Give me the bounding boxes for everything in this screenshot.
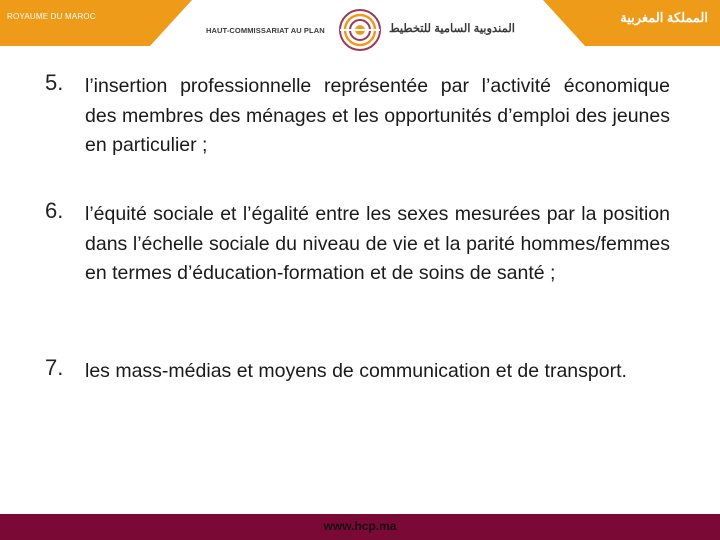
- list-item-number: 7.: [45, 355, 64, 380]
- header-band-left: [0, 0, 150, 46]
- list-item-number: 6.: [45, 198, 64, 223]
- hcp-logo-icon: [338, 8, 382, 52]
- list-item-text: les mass-médias et moyens de communication et de transport.: [85, 360, 627, 382]
- kingdom-label-ar: المملكة المغربية: [620, 10, 708, 25]
- hcp-label-ar: المندوبية السامية للتخطيط: [389, 23, 515, 35]
- list-item-number: 5.: [45, 70, 64, 95]
- slide-footer: [0, 514, 720, 540]
- slide-header: [0, 0, 720, 64]
- list-item-text: l’équité sociale et l’égalité entre les sexes mesurées par la position dans l’échelle sociale du niveau de vie et la parité hommes/femmes en termes d’éducation-formation et de soins de santé ;: [85, 203, 670, 284]
- footer-url-link[interactable]: www.hcp.ma: [323, 519, 397, 533]
- hcp-label-fr: HAUT-COMMISSARIAT AU PLAN: [206, 26, 325, 35]
- header-band-right: [585, 0, 720, 46]
- kingdom-label-fr: ROYAUME DU MAROC: [7, 12, 96, 21]
- list-item-text: l’insertion professionnelle représentée par l’activité économique des membres des ménages et les opportunités d’emploi des jeunes en particulier ;: [85, 75, 670, 156]
